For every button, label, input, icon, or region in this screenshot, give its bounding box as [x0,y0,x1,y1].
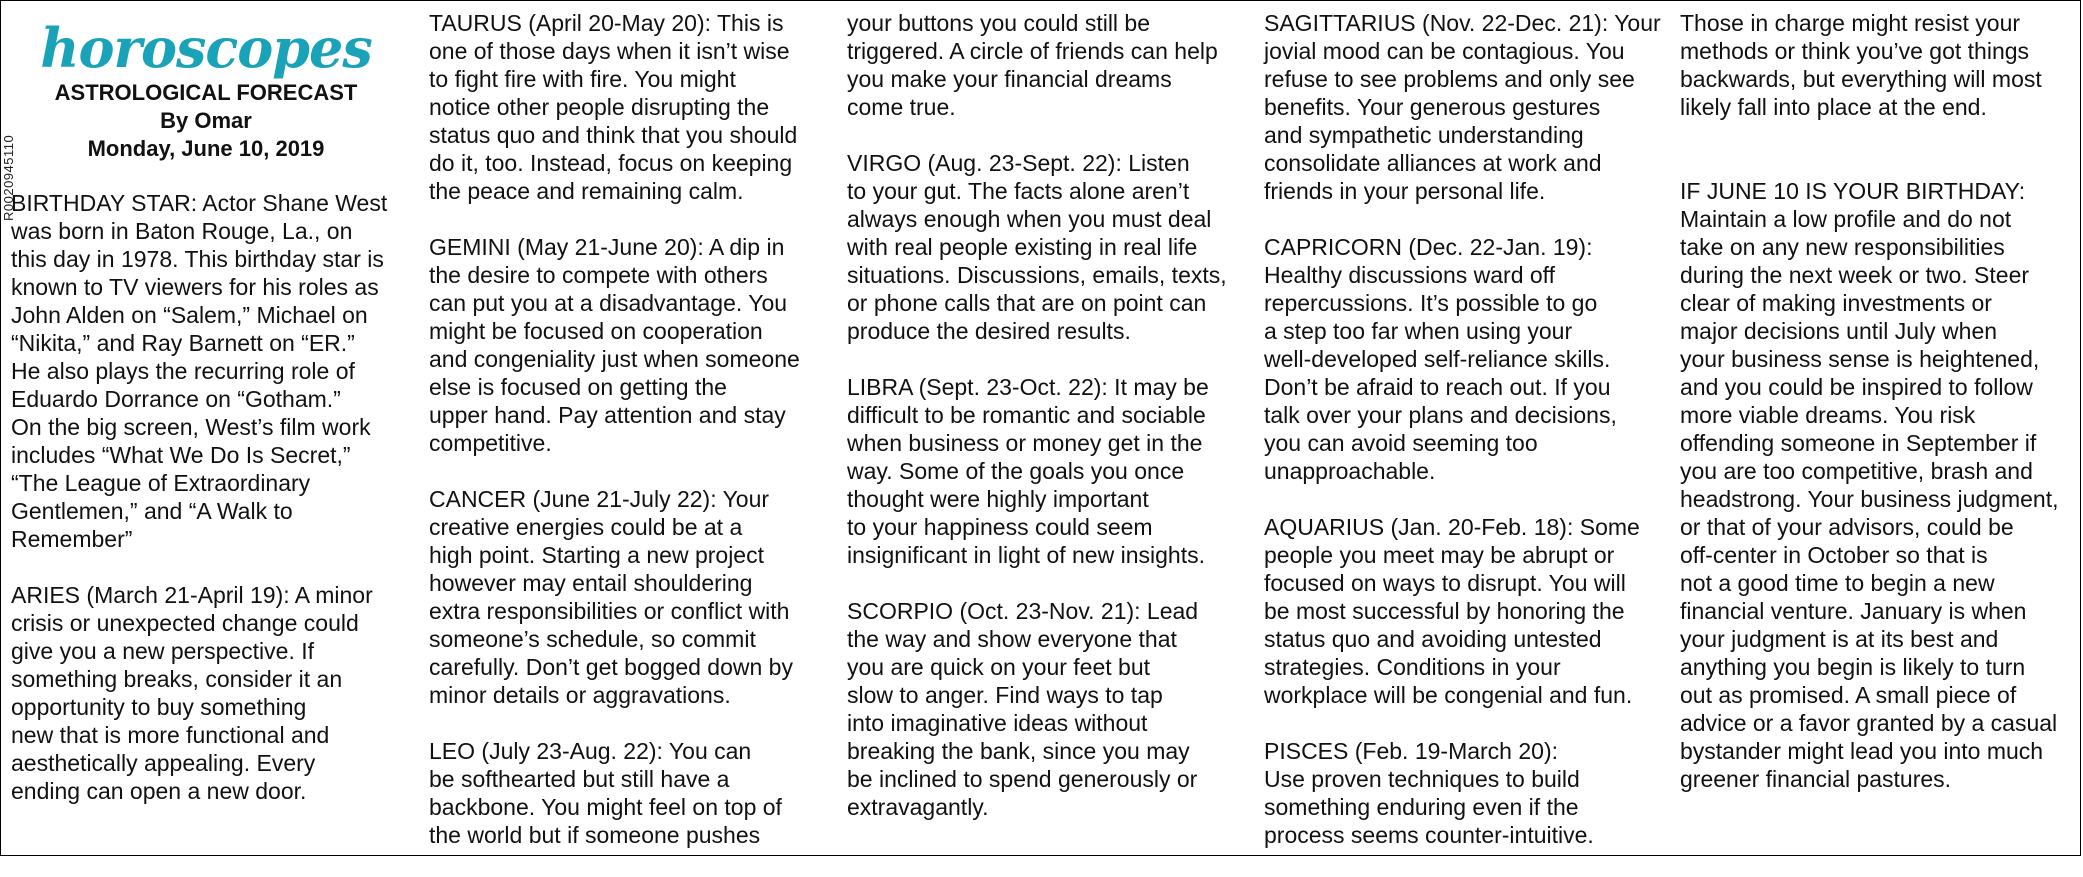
column-4 [1264,9,1682,877]
your-birthday-text: IF JUNE 10 IS YOUR BIRTHDAY: Maintain a low profile and do not take on any new responsibilities during the next week or two. Steer clear of making investments or major decisions until July when your business sense is heightened, and you could be inspired to follow more viable dreams. You risk offending someone in September if you are too competitive, brash and headstrong. Your business judgment, or that of your advisors, could be off-center in October so that is not a good time to begin a new financial venture. January is when your judgment is at its best and anything you begin is likely to turn out as promised. A small piece of advice or a favor granted by a casual bystander might lead you into much greener financial pastures. [1680,178,2059,792]
libra-text: LIBRA (Sept. 23-Oct. 22): It may be difficult to be romantic and sociable when business or money get in the way. Some of the goals you once thought were highly important to your happiness could seem insignificant in light of new insights. [847,374,1209,568]
cancer-text: CANCER (June 21-July 22): Your creative energies could be at a high point. Starting a new project however may entail shouldering extra responsibilities or conflict with someone’s schedule, so commit carefully. Don’t get bogged down by minor details or aggravations. [429,486,793,708]
column-5 [1680,9,2080,821]
leo-continued-text: your buttons you could still be triggered. A circle of friends can help you make your financial dreams come true. [847,10,1218,120]
sagittarius-text: SAGITTARIUS (Nov. 22-Dec. 21): Your jovial mood can be contagious. You refuse to see problems and only see benefits. Your generous gestures and sympathetic understanding consolidate alliances at work and friends in your personal life. [1264,10,1661,204]
byline: By Omar [160,108,252,133]
column-3 [847,9,1265,849]
masthead [11,17,401,163]
scorpio-text: SCORPIO (Oct. 23-Nov. 21): Lead the way and show everyone that you are quick on your feet but slow to anger. Find ways to tap into imaginative ideas without breaking the bank, since you may be inclined to spend generously or extravagantly. [847,598,1199,820]
side-code: R0020945110 [1,134,16,221]
column-2 [429,9,847,877]
forecast-title: ASTROLOGICAL FORECAST [54,80,358,105]
gemini-text: GEMINI (May 21-June 20): A dip in the desire to compete with others can put you at a disadvantage. You might be focused on cooperation and congeniality just when someone else is focused on getting the upper hand. Pay attention and stay competitive. [429,234,800,456]
pisces-text: PISCES (Feb. 19-March 20): Use proven techniques to build something enduring even if the process seems counter-intuitive. [1264,738,1594,848]
column-1 [11,9,411,833]
aquarius-text: AQUARIUS (Jan. 20-Feb. 18): Some people you meet may be abrupt or focused on ways to disrupt. You will be most successful by honoring the status quo and avoiding untested strategies. Conditions in your workplace will be congenial and fun. [1264,514,1640,708]
date: Monday, June 10, 2019 [87,136,325,161]
aries-text: ARIES (March 21-April 19): A minor crisis or unexpected change could give you a new perspective. If something breaks, consider it an opportunity to buy something new that is more functional and aesthetically appealing. Every ending can open a new door. [11,582,373,804]
leo-text: LEO (July 23-Aug. 22): You can be softhearted but still have a backbone. You might feel on top of the world but if someone pushes [429,738,782,848]
pisces-continued-text: Those in charge might resist your methods or think you’ve got things backwards, but everything will most likely fall into place at the end. [1680,10,2042,120]
capricorn-text: CAPRICORN (Dec. 22-Jan. 19): Healthy discussions ward off repercussions. It’s possible to go a step too far when using your well-developed self-reliance skills. Don’t be afraid to reach out. If you talk over your plans and decisions, you can avoid seeming too unapproachable. [1264,234,1617,484]
birthday-star-text: BIRTHDAY STAR: Actor Shane West was born in Baton Rouge, La., on this day in 1978. This birthday star is known to TV viewers for his roles as John Alden on “Salem,” Michael on “Nikita,” and Ray Barnett on “ER.” He also plays the recurring role of Eduardo Dorrance on “Gotham.” On the big screen, West’s film work includes “What We Do Is Secret,” “The League of Extraordinary Gentlemen,” and “A Walk to Remember” [11,190,388,552]
horoscopes-logo: horoscopes [40,16,372,80]
virgo-text: VIRGO (Aug. 23-Sept. 22): Listen to your gut. The facts alone aren’t always enough when you must deal with real people existing in real life situations. Discussions, emails, texts, or phone calls that are on point can produce the desired results. [847,150,1227,344]
taurus-text: TAURUS (April 20-May 20): This is one of those days when it isn’t wise to fight fire with fire. You might notice other people disrupting the status quo and think that you should do it, too. Instead, focus on keeping the peace and remaining calm. [429,10,798,204]
